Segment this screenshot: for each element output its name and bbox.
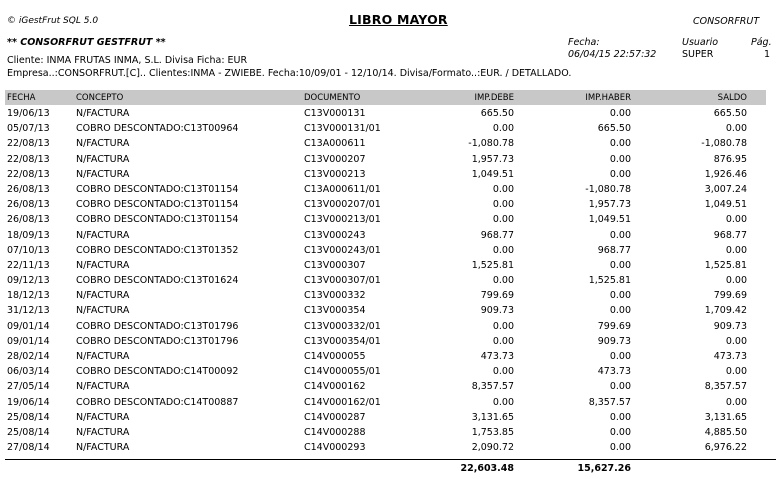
cell-fecha: 19/06/14 [7,396,50,408]
cell-haber: 0.00 [609,229,631,241]
cell-debe: 1,957.73 [471,153,514,165]
cell-concepto: COBRO DESCONTADO:C13T01796 [76,320,239,332]
cell-haber: 968.77 [597,244,631,256]
cell-fecha: 27/05/14 [7,381,50,393]
table-row [0,335,776,350]
cell-debe: 0.00 [492,214,514,226]
cell-concepto: COBRO DESCONTADO:C13T00964 [76,123,239,135]
cell-fecha: 26/08/13 [7,214,50,226]
cell-concepto: COBRO DESCONTADO:C14T00887 [76,396,239,408]
table-row [0,320,776,335]
cell-fecha: 31/12/13 [7,305,50,317]
cell-debe: 0.00 [492,366,514,378]
cell-saldo: 0.00 [725,123,747,135]
table-row [0,274,776,289]
cell-debe: 799.69 [480,290,514,302]
table-row [0,426,776,441]
fecha-label: Fecha: [568,37,600,48]
table-row [0,183,776,198]
cell-saldo: 799.69 [713,290,747,302]
cell-haber: 799.69 [597,320,631,332]
cell-documento: C13A000611/01 [304,183,381,195]
cell-haber: 665.50 [597,123,631,135]
fecha-value: 06/04/15 22:57:32 [568,49,657,60]
cell-concepto: COBRO DESCONTADO:C13T01154 [76,183,239,195]
table-row [0,441,776,456]
cell-debe: 0.00 [492,123,514,135]
usuario-label: Usuario [682,37,719,48]
cell-documento: C13V000131 [304,108,366,119]
cell-haber: 0.00 [609,351,631,362]
cell-fecha: 09/01/14 [7,320,50,332]
cell-concepto: N/FACTURA [76,351,130,362]
totals-divider [5,459,776,460]
cell-documento: C14V000162/01 [304,396,381,408]
cell-fecha: 27/08/14 [7,442,50,454]
table-row [0,168,776,183]
table-row [0,304,776,319]
cell-haber: 0.00 [609,153,631,165]
cell-saldo: 0.00 [725,275,747,287]
cell-debe: 1,753.85 [471,426,514,438]
cell-fecha: 22/08/13 [7,168,50,180]
table-row [0,350,776,365]
ledger-rows [0,107,776,456]
cliente-line: Cliente: INMA FRUTAS INMA, S.L. Divisa Ficha: EUR [7,55,248,66]
cell-fecha: 22/08/13 [7,138,50,150]
table-row [0,396,776,411]
table-row [0,244,776,259]
cell-concepto: N/FACTURA [76,153,130,165]
cell-concepto: N/FACTURA [76,411,130,423]
cell-concepto: N/FACTURA [76,229,130,241]
cell-haber: 0.00 [609,426,631,438]
cell-concepto: COBRO DESCONTADO:C13T01154 [76,199,239,211]
cell-debe: -1,080.78 [468,138,514,150]
cell-saldo: 0.00 [725,366,747,378]
cell-haber: 0.00 [609,411,631,423]
cell-fecha: 22/08/13 [7,153,50,165]
cell-concepto: N/FACTURA [76,290,130,302]
cell-fecha: 28/02/14 [7,351,50,362]
cell-fecha: 05/07/13 [7,123,50,135]
cell-documento: C14V000162 [304,381,366,393]
cell-haber: 8,357.57 [588,396,631,408]
cell-fecha: 09/01/14 [7,335,50,347]
table-row [0,153,776,168]
usuario-value: SUPER [682,49,714,60]
company-name-right: CONSORFRUT [693,16,760,27]
cell-concepto: N/FACTURA [76,381,130,393]
cell-fecha: 07/10/13 [7,244,50,256]
cell-documento: C13V000354/01 [304,335,381,347]
cell-haber: 0.00 [609,442,631,454]
cell-debe: 473.73 [480,351,514,362]
cell-documento: C14V000055/01 [304,366,381,378]
cell-concepto: N/FACTURA [76,108,130,119]
cell-debe: 0.00 [492,199,514,211]
cell-debe: 8,357.57 [471,381,514,393]
table-row [0,289,776,304]
cell-concepto: COBRO DESCONTADO:C14T00092 [76,366,239,378]
cell-saldo: 1,709.42 [704,305,747,317]
cell-concepto: N/FACTURA [76,168,130,180]
cell-documento: C13V000332/01 [304,320,381,332]
cell-debe: 0.00 [492,275,514,287]
cell-haber: 0.00 [609,138,631,150]
cell-concepto: COBRO DESCONTADO:C13T01624 [76,275,239,287]
cell-documento: C13V000332 [304,290,366,302]
cell-documento: C13V000354 [304,305,366,317]
report-title: LIBRO MAYOR [349,12,448,27]
cell-haber: 1,525.81 [588,275,631,287]
cell-haber: 1,049.51 [588,214,631,226]
cell-fecha: 26/08/13 [7,183,50,195]
cell-saldo: 876.95 [713,153,747,165]
cell-saldo: 968.77 [713,229,747,241]
cell-concepto: COBRO DESCONTADO:C13T01352 [76,244,239,256]
table-row [0,198,776,213]
cell-documento: C13V000207/01 [304,199,381,211]
table-row [0,122,776,137]
col-header-fecha: FECHA [7,93,36,103]
cell-saldo: 665.50 [713,108,747,119]
col-header-haber: IMP.HABER [585,93,631,103]
cell-debe: 1,049.51 [471,168,514,180]
cell-haber: 909.73 [597,335,631,347]
table-row [0,259,776,274]
cell-fecha: 18/12/13 [7,290,50,302]
table-row [0,411,776,426]
table-row [0,380,776,395]
cell-fecha: 22/11/13 [7,259,50,271]
cell-haber: 0.00 [609,108,631,119]
cell-haber: 0.00 [609,259,631,271]
cell-documento: C14V000293 [304,442,366,454]
cell-concepto: N/FACTURA [76,442,130,454]
cell-debe: 3,131.65 [471,411,514,423]
cell-documento: C13V000307 [304,259,366,271]
cell-documento: C13A000611 [304,138,366,150]
cell-debe: 0.00 [492,320,514,332]
cell-fecha: 18/09/13 [7,229,50,241]
cell-documento: C13V000307/01 [304,275,381,287]
cell-haber: 0.00 [609,381,631,393]
cell-documento: C14V000288 [304,426,366,438]
cell-haber: 0.00 [609,168,631,180]
cell-saldo: 6,976.22 [704,442,747,454]
cell-documento: C13V000213/01 [304,214,381,226]
cell-fecha: 25/08/14 [7,411,50,423]
cell-saldo: 1,926.46 [704,168,747,180]
cell-fecha: 09/12/13 [7,275,50,287]
cell-debe: 0.00 [492,183,514,195]
cell-saldo: 0.00 [725,244,747,256]
cell-fecha: 25/08/14 [7,426,50,438]
cell-saldo: 0.00 [725,214,747,226]
cell-haber: 0.00 [609,290,631,302]
cell-documento: C13V000243/01 [304,244,381,256]
cell-saldo: -1,080.78 [701,138,747,150]
col-header-documento: DOCUMENTO [304,93,361,103]
cell-haber: 0.00 [609,305,631,317]
cell-documento: C14V000287 [304,411,366,423]
cell-saldo: 909.73 [713,320,747,332]
cell-concepto: COBRO DESCONTADO:C13T01154 [76,214,239,226]
cell-debe: 665.50 [480,108,514,119]
cell-documento: C13V000243 [304,229,366,241]
company-name: ** CONSORFRUT GESTFRUT ** [7,37,166,48]
cell-fecha: 06/03/14 [7,366,50,378]
table-row [0,137,776,152]
cell-saldo: 0.00 [725,335,747,347]
col-header-concepto: CONCEPTO [76,93,124,103]
cell-concepto: N/FACTURA [76,305,130,317]
cell-haber: 473.73 [597,366,631,378]
table-row [0,365,776,380]
cell-documento: C13V000207 [304,153,366,165]
table-row [0,213,776,228]
cell-fecha: 19/06/13 [7,108,50,119]
cell-debe: 0.00 [492,335,514,347]
cell-saldo: 1,049.51 [704,199,747,211]
app-name: © iGestFrut SQL 5.0 [7,16,99,26]
total-debe: 22,603.48 [460,463,514,474]
cell-saldo: 473.73 [713,351,747,362]
table-row [0,107,776,122]
cell-debe: 1,525.81 [471,259,514,271]
cell-haber: 1,957.73 [588,199,631,211]
cell-concepto: COBRO DESCONTADO:C13T01796 [76,335,239,347]
cell-documento: C13V000213 [304,168,366,180]
cell-concepto: N/FACTURA [76,259,130,271]
cell-debe: 0.00 [492,396,514,408]
col-header-debe: IMP.DEBE [474,93,514,103]
table-row [0,229,776,244]
cell-debe: 0.00 [492,244,514,256]
pag-label: Pág. [751,37,772,48]
cell-saldo: 8,357.57 [704,381,747,393]
cell-debe: 2,090.72 [471,442,514,454]
cell-saldo: 3,131.65 [704,411,747,423]
cell-saldo: 1,525.81 [704,259,747,271]
filter-line: Empresa..:CONSORFRUT.[C].. Clientes:INMA - ZWIEBE. Fecha:10/09/01 - 12/10/14. Divisa/Formato..:EUR. / DETALLADO. [7,68,572,79]
pag-value: 1 [764,49,771,60]
total-haber: 15,627.26 [577,463,631,474]
cell-concepto: N/FACTURA [76,138,130,150]
cell-debe: 968.77 [480,229,514,241]
cell-documento: C14V000055 [304,351,366,362]
cell-concepto: N/FACTURA [76,426,130,438]
cell-documento: C13V000131/01 [304,123,381,135]
col-header-saldo: SALDO [717,93,747,103]
cell-haber: -1,080.78 [585,183,631,195]
cell-debe: 909.73 [480,305,514,317]
cell-saldo: 4,885.50 [704,426,747,438]
cell-saldo: 0.00 [725,396,747,408]
cell-saldo: 3,007.24 [704,183,747,195]
cell-fecha: 26/08/13 [7,199,50,211]
